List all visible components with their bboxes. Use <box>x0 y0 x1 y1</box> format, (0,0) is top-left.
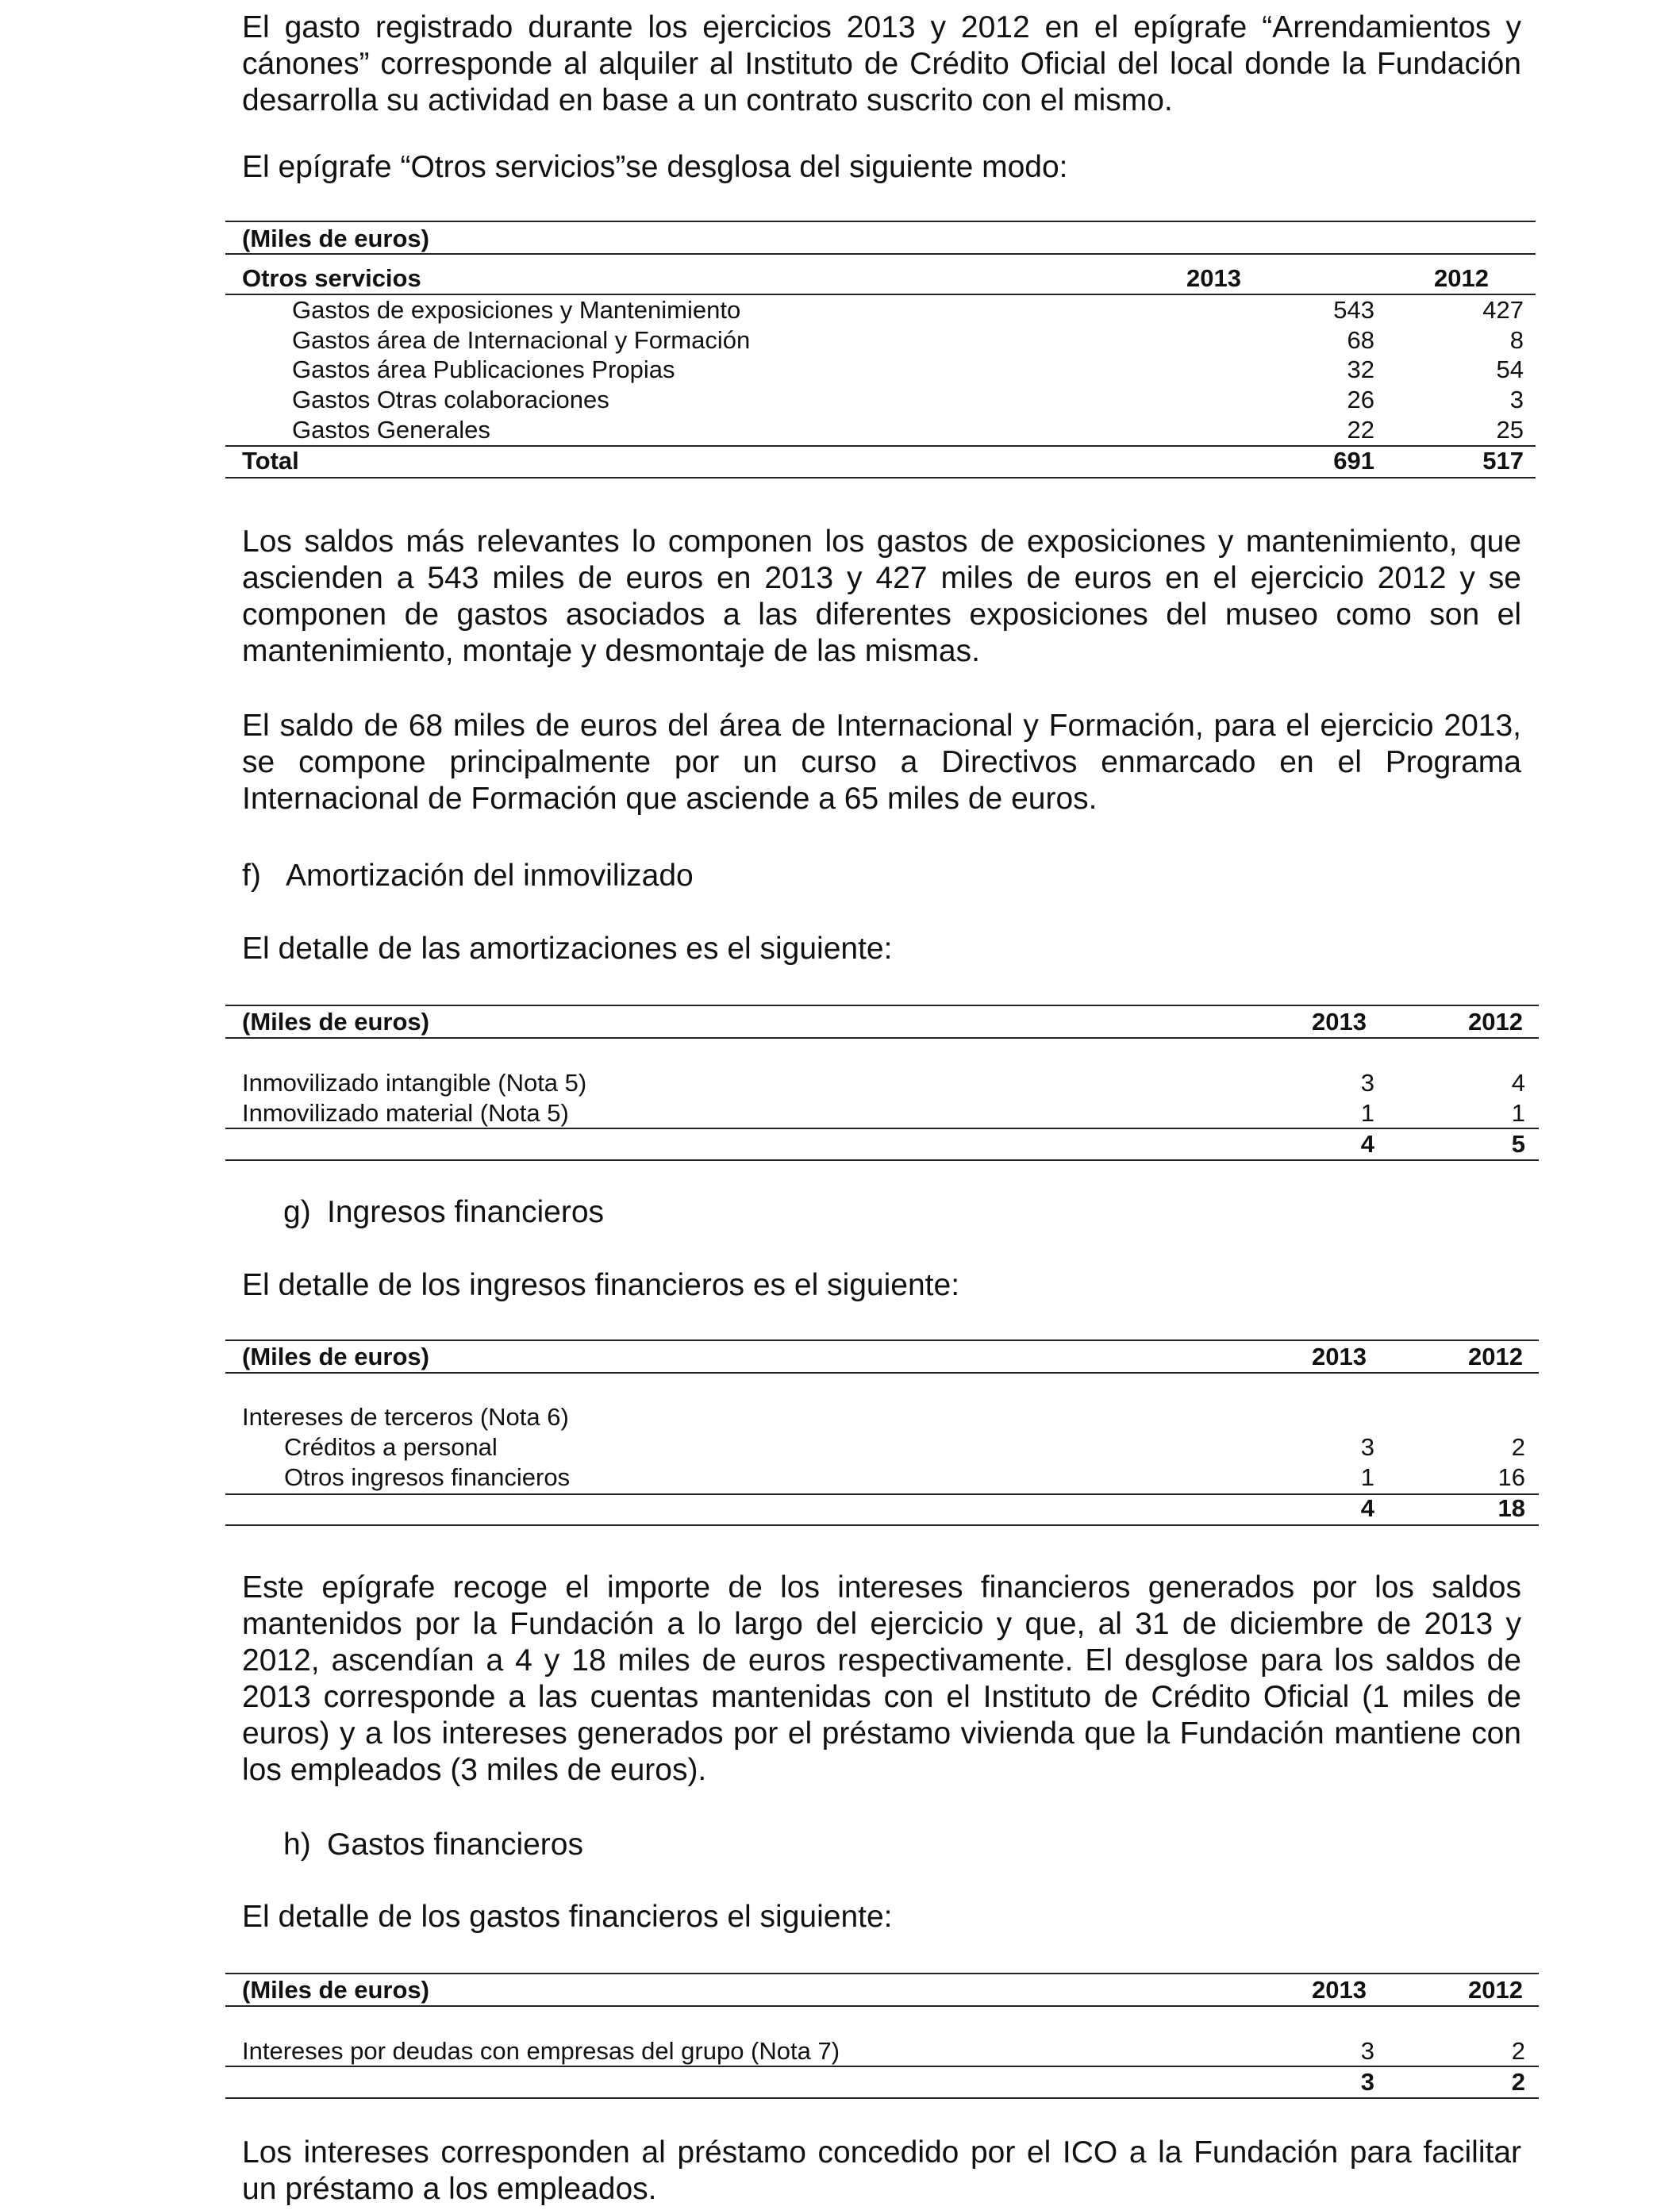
table-cell-2012: 16 <box>1497 1463 1525 1491</box>
paragraph-otros-intro <box>242 149 1521 186</box>
section-title: Ingresos financieros <box>327 1195 605 1229</box>
table-rule <box>225 1005 1539 1006</box>
paragraph-ingresos-intro <box>242 1267 1521 1304</box>
paragraph-saldo-internacional <box>242 708 1521 817</box>
table-header-2013: 2013 <box>1312 1343 1367 1370</box>
section-title: Amortización del inmovilizado <box>286 859 694 893</box>
table-row-label: Gastos Otras colaboraciones <box>292 386 609 413</box>
table-group-label: Intereses de terceros (Nota 6) <box>242 1403 569 1431</box>
section-letter: f) <box>242 859 261 893</box>
table-header-2012: 2012 <box>1468 1008 1523 1036</box>
table-total-2013: 691 <box>1333 447 1374 475</box>
table-row-label: Intereses por deudas con empresas del grupo (Nota 7) <box>242 2037 840 2065</box>
paragraph-text: El detalle de los gastos financieros el siguiente: <box>242 1900 893 1934</box>
table-cell-2013: 3 <box>1360 1069 1374 1097</box>
table-rule <box>225 253 1536 255</box>
table-row-label: Inmovilizado material (Nota 5) <box>242 1099 569 1127</box>
table-cell-2012: 3 <box>1509 386 1524 413</box>
table-row-label: Gastos de exposiciones y Mantenimiento <box>292 296 741 324</box>
table-header-2013: 2013 <box>1312 1008 1367 1036</box>
table-cell-2013: 3 <box>1360 1433 1374 1461</box>
table-rule <box>225 1372 1539 1374</box>
table-unit-label: (Miles de euros) <box>242 225 429 252</box>
table-cell-2013: 26 <box>1347 386 1374 413</box>
table-rule <box>225 477 1536 479</box>
table-total-2013: 4 <box>1360 1494 1374 1522</box>
table-rule <box>225 1339 1539 1341</box>
table-cell-2013: 68 <box>1347 326 1374 354</box>
section-heading-g <box>283 1194 604 1231</box>
table-header-2012: 2012 <box>1468 1343 1523 1370</box>
table-cell-2012: 8 <box>1509 326 1524 354</box>
table-unit-label: (Miles de euros) <box>242 1008 429 1036</box>
table-rule <box>225 2097 1539 2099</box>
section-letter: h) <box>283 1828 311 1862</box>
table-total-2013: 4 <box>1360 1130 1374 1158</box>
table-total-2012: 517 <box>1482 447 1524 475</box>
table-header-2012: 2012 <box>1434 264 1489 292</box>
paragraph-intereses-detalle <box>242 1570 1521 1789</box>
table-unit-label: (Miles de euros) <box>242 1343 429 1370</box>
paragraph-text: El saldo de 68 miles de euros del área de Internacional y Formación, para el ejercicio 2013, se compone principalmente por un curso a Directivos enmarcado en el Programa Internacional de Formación que asciende a 65 miles de euros. <box>242 709 1521 816</box>
table-rule <box>225 2005 1539 2007</box>
table-cell-2013: 3 <box>1360 2037 1374 2065</box>
table-total-label: Total <box>242 447 299 475</box>
table-rule <box>225 1159 1539 1161</box>
table-total-2013: 3 <box>1360 2068 1374 2096</box>
section-title: Gastos financieros <box>327 1828 583 1862</box>
paragraph-text: Los saldos más relevantes lo componen los gastos de exposiciones y mantenimiento, que ascienden a 543 miles de euros en 2013 y 427 miles de euros en el ejercicio 2012 y se componen de gastos asociados a las diferentes exposiciones del museo como son el mantenimiento, montaje y desmontaje de las mismas. <box>242 525 1521 668</box>
table-total-2012: 18 <box>1497 1494 1525 1522</box>
table-cell-2012: 54 <box>1496 356 1524 383</box>
paragraph-text: El detalle de las amortizaciones es el siguiente: <box>242 932 893 966</box>
paragraph-text: Los intereses corresponden al préstamo concedido por el ICO a la Fundación para facilitar un préstamo a los empleados. <box>242 2135 1521 2206</box>
paragraph-gastos-intro <box>242 1899 1521 1935</box>
table-row-label: Créditos a personal <box>284 1433 498 1461</box>
paragraph-amort-intro <box>242 931 1521 967</box>
paragraph-arrendamientos <box>242 10 1521 119</box>
table-row-label: Inmovilizado intangible (Nota 5) <box>242 1069 587 1097</box>
table-cell-2012: 4 <box>1511 1069 1525 1097</box>
section-heading-h <box>283 1827 583 1863</box>
table-cell-2012: 427 <box>1482 296 1524 324</box>
table-rule <box>225 1037 1539 1039</box>
section-heading-f <box>242 858 694 894</box>
table-cell-2013: 1 <box>1360 1099 1374 1127</box>
table-row-label: Gastos Generales <box>292 416 490 444</box>
table-rule <box>225 1524 1539 1526</box>
table-header-2013: 2013 <box>1186 264 1241 292</box>
paragraph-text: El gasto registrado durante los ejercicios 2013 y 2012 en el epígrafe “Arrendamientos y cánones” corresponde al alquiler al Instituto de Crédito Oficial del local donde la Fundación desarrolla su actividad en base a un contrato suscrito con el mismo. <box>242 10 1521 117</box>
paragraph-text: El epígrafe “Otros servicios”se desglosa del siguiente modo: <box>242 150 1068 184</box>
table-cell-2013: 22 <box>1347 416 1374 444</box>
paragraph-saldos-relevantes <box>242 524 1521 670</box>
paragraph-intereses-ico <box>242 2135 1521 2208</box>
paragraph-text: Este epígrafe recoge el importe de los intereses financieros generados por los saldos mantenidos por la Fundación a lo largo del ejercicio y que, al 31 de diciembre de 2013 y 2012, ascendían a 4 y 18 miles de euros respectivamente. El desglose para los saldos de 2013 corresponde a las cuentas mantenidas con el Instituto de Crédito Oficial (1 miles de euros) y a los intereses generados por el préstamo vivienda que la Fundación mantiene con los empleados (3 miles de euros). <box>242 1570 1521 1787</box>
table-total-2012: 2 <box>1511 2068 1525 2096</box>
table-total-2012: 5 <box>1511 1130 1525 1158</box>
table-rule <box>225 221 1536 222</box>
table-row-label: Otros ingresos financieros <box>284 1463 571 1491</box>
table-cell-2012: 25 <box>1496 416 1524 444</box>
table-cell-2013: 1 <box>1360 1463 1374 1491</box>
table-cell-2012: 2 <box>1511 2037 1525 2065</box>
table-cell-2013: 543 <box>1333 296 1374 324</box>
table-cell-2012: 1 <box>1511 1099 1525 1127</box>
table-unit-label: (Miles de euros) <box>242 1976 429 2004</box>
table-header-label: Otros servicios <box>242 264 421 292</box>
table-header-2013: 2013 <box>1312 1976 1367 2004</box>
table-rule <box>225 1973 1539 1974</box>
table-row-label: Gastos área Publicaciones Propias <box>292 356 675 383</box>
paragraph-text: El detalle de los ingresos financieros es el siguiente: <box>242 1268 960 1302</box>
table-cell-2012: 2 <box>1511 1433 1525 1461</box>
table-header-2012: 2012 <box>1468 1976 1523 2004</box>
table-cell-2013: 32 <box>1347 356 1374 383</box>
table-row-label: Gastos área de Internacional y Formación <box>292 326 751 354</box>
section-letter: g) <box>283 1195 311 1229</box>
